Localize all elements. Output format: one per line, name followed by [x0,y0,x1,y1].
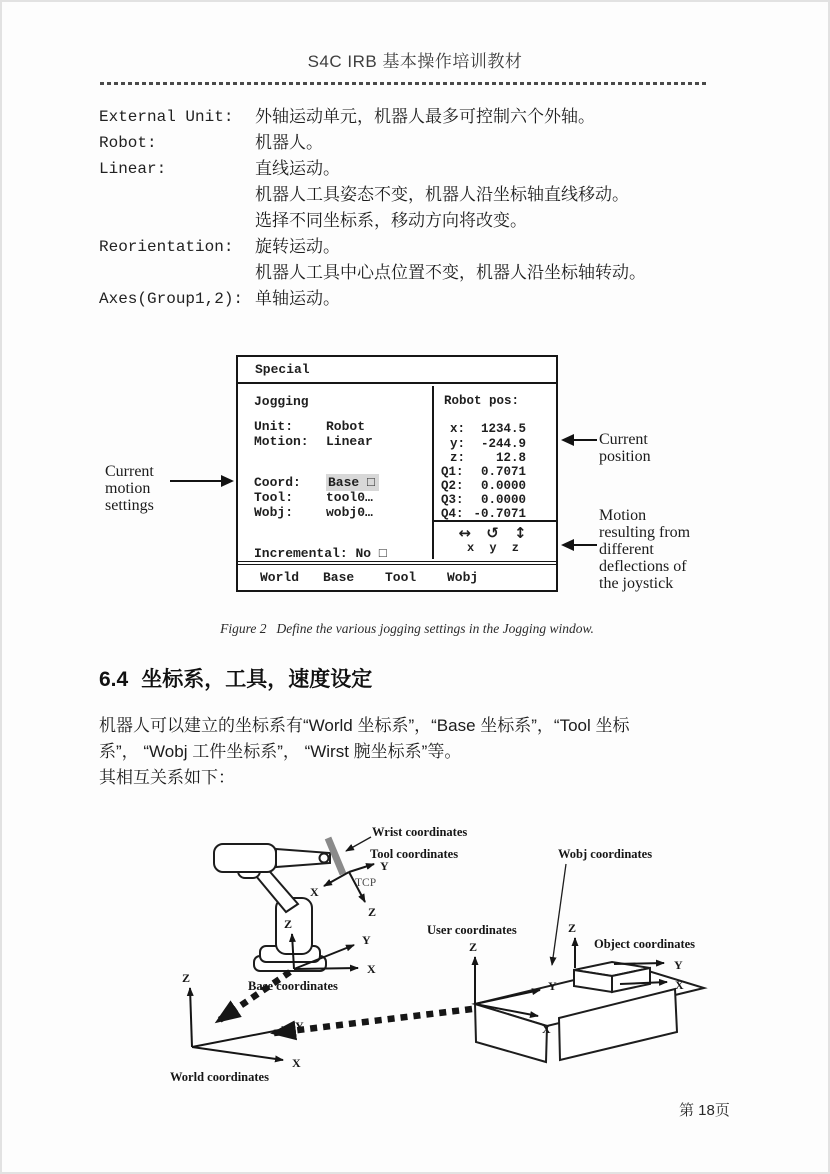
user-y-axis-label: Y [548,979,557,993]
pos-row [434,507,556,521]
robot-pos-pane [432,386,556,559]
pos-row [434,437,556,451]
glossary-term: Robot: [99,134,157,152]
glossary-definition: 直线运动。 [255,159,340,178]
glossary-term: Linear: [99,160,167,178]
tool-coordinates-label: Tool coordinates [370,847,459,861]
glossary-row [99,234,759,260]
unit-field [254,419,365,434]
menu-item-tool: Tool [385,570,417,585]
robot-pos-heading: Robot pos: [444,394,520,408]
coord-label: Coord: [254,475,301,490]
motion-value: Linear [326,434,373,449]
joystick-deflection-icons: ↔ ↺ ↕ [458,524,532,542]
glossary-definition: 单轴运动。 [255,289,340,308]
annotation-current-motion-settings: Current motion settings [105,463,154,514]
pos-label: y: [450,437,466,451]
arrow-line [573,439,597,441]
world-x-axis-label: X [292,1056,301,1070]
incremental-box-icon: □ [378,546,387,561]
pos-row [434,422,556,436]
glossary [99,104,759,312]
window-title: Special [238,357,556,384]
motion-label: Motion: [254,434,309,449]
wobj-coordinates-label: Wobj coordinates [558,847,653,861]
robot-arm-drawing [214,844,330,971]
annotation-current-position: Current position [599,431,651,465]
pos-row [434,479,556,493]
glossary-definition: 机器人。 [255,133,323,152]
base-x-axis-label: X [367,962,376,976]
glossary-row [99,182,759,208]
page-number: 第 18页 [679,1102,730,1119]
glossary-term: External Unit: [99,108,234,126]
motion-field [254,434,373,449]
paragraph-line: 机器人可以建立的坐标系有“World 坐标系”，“Base 坐标系”，“Tool 坐标 [99,716,630,735]
glossary-term: Axes(Group1,2): [99,290,244,308]
glossary-row [99,130,759,156]
glossary-definition: 选择不同坐标系，移动方向将改变。 [255,211,527,230]
world-y-axis-label: Y [295,1019,304,1033]
tool-label: Tool: [254,490,294,505]
paragraph-line: 其相互关系如下： [99,768,235,787]
unit-label: Unit: [254,419,294,434]
page-title: S4C IRB 基本操作培训教材 [307,52,523,71]
user-to-world-dashed-arrow [274,1009,472,1033]
pos-value: 0.0000 [480,493,526,507]
pos-label: Q1: [441,465,464,479]
annotation-joystick-motion: Motion resulting from different deflections of the joystick [599,507,691,592]
coord-field [254,475,379,490]
jogging-window-figure [236,355,558,592]
menu-item-wobj: Wobj [447,570,479,585]
pos-value: -244.9 [480,437,526,451]
user-z-axis-label: Z [469,940,478,954]
wobj-field [254,505,373,520]
figure-caption-text: Define the various jogging settings in the Jogging window. [276,621,594,636]
wrist-coordinates-label: Wrist coordinates [372,825,468,839]
object-z-axis-label: Z [568,921,577,935]
unit-value: Robot [326,419,366,434]
object-x-axis-label: X [675,978,684,992]
pos-value: -0.7071 [473,507,526,521]
pos-label: z: [450,451,466,465]
figure-caption-number: Figure 2 [220,621,267,636]
user-coordinates-label: User coordinates [427,923,517,937]
jogging-heading: Jogging [254,394,309,409]
tcp-label: TCP [355,877,377,889]
wrist-pointer-arrow [346,837,371,851]
tool-field [254,490,373,505]
tool-z-axis-label: Z [368,905,377,919]
incremental-label: Incremental: [254,546,348,561]
paragraph-line: 系”， “Wobj 工件坐标系”， “Wirst 腕坐标系”等。 [99,742,462,761]
world-frame-axes [190,988,290,1060]
pos-row [434,465,556,479]
coord-value-highlighted [326,474,379,491]
pos-label: x: [450,422,466,436]
base-z-axis-label: Z [284,917,293,931]
figure-caption [97,621,717,637]
jogging-pane [238,386,432,559]
pos-label: Q3: [441,493,464,507]
base-y-axis-label: Y [362,933,371,947]
pos-value: 12.8 [495,451,526,465]
menu-item-world: World [260,570,300,585]
glossary-row [99,156,759,182]
world-z-axis-label: Z [182,971,191,985]
wobj-label: Wobj: [254,505,294,520]
glossary-definition: 机器人工具姿态不变，机器人沿坐标轴直线移动。 [255,185,629,204]
header-dashed-rule [100,82,708,85]
pos-row [434,493,556,507]
pos-label: Q4: [441,507,464,521]
tool-y-axis-label: Y [380,859,389,873]
arrow-line [573,544,597,546]
base-coordinates-label: Base coordinates [248,979,338,993]
coordinate-systems-diagram [152,822,830,1092]
body-paragraph [99,713,764,791]
arrow-right-icon [221,475,234,487]
menu-item-base: Base [323,570,355,585]
dropdown-box-icon: □ [367,475,375,490]
glossary-row [99,208,759,234]
section-title: 坐标系，工具，速度设定 [141,668,373,691]
world-coordinates-label: World coordinates [170,1070,269,1084]
glossary-row [99,286,759,312]
incremental-field [254,546,387,561]
pos-label: Q2: [441,479,464,493]
pos-value: 0.0000 [480,479,526,493]
tool-value: tool0… [326,490,373,505]
glossary-term: Reorientation: [99,238,234,256]
incremental-value: No [355,546,372,561]
user-x-axis-label: X [542,1022,551,1036]
arrow-line [170,480,222,482]
glossary-definition: 外轴运动单元，机器人最多可控制六个外轴。 [255,107,595,126]
wobj-value: wobj0… [326,505,373,520]
function-key-menu [238,561,556,590]
glossary-row [99,104,759,130]
joystick-deflection-box [434,520,556,559]
glossary-definition: 机器人工具中心点位置不变，机器人沿坐标轴转动。 [255,263,646,282]
glossary-definition: 旋转运动。 [255,237,340,256]
object-y-axis-label: Y [674,958,683,972]
pos-value: 1234.5 [480,422,526,436]
section-heading [99,663,372,693]
tool-x-axis-label: X [310,885,319,899]
pos-value: 0.7071 [480,465,526,479]
glossary-row [99,260,759,286]
object-coordinates-label: Object coordinates [594,937,696,951]
section-number: 6.4 [99,668,129,691]
pos-row [434,451,556,465]
coord-value: Base [328,475,360,490]
joystick-axes-labels: x y z [466,541,523,555]
wobj-pointer-arrow [552,864,566,965]
